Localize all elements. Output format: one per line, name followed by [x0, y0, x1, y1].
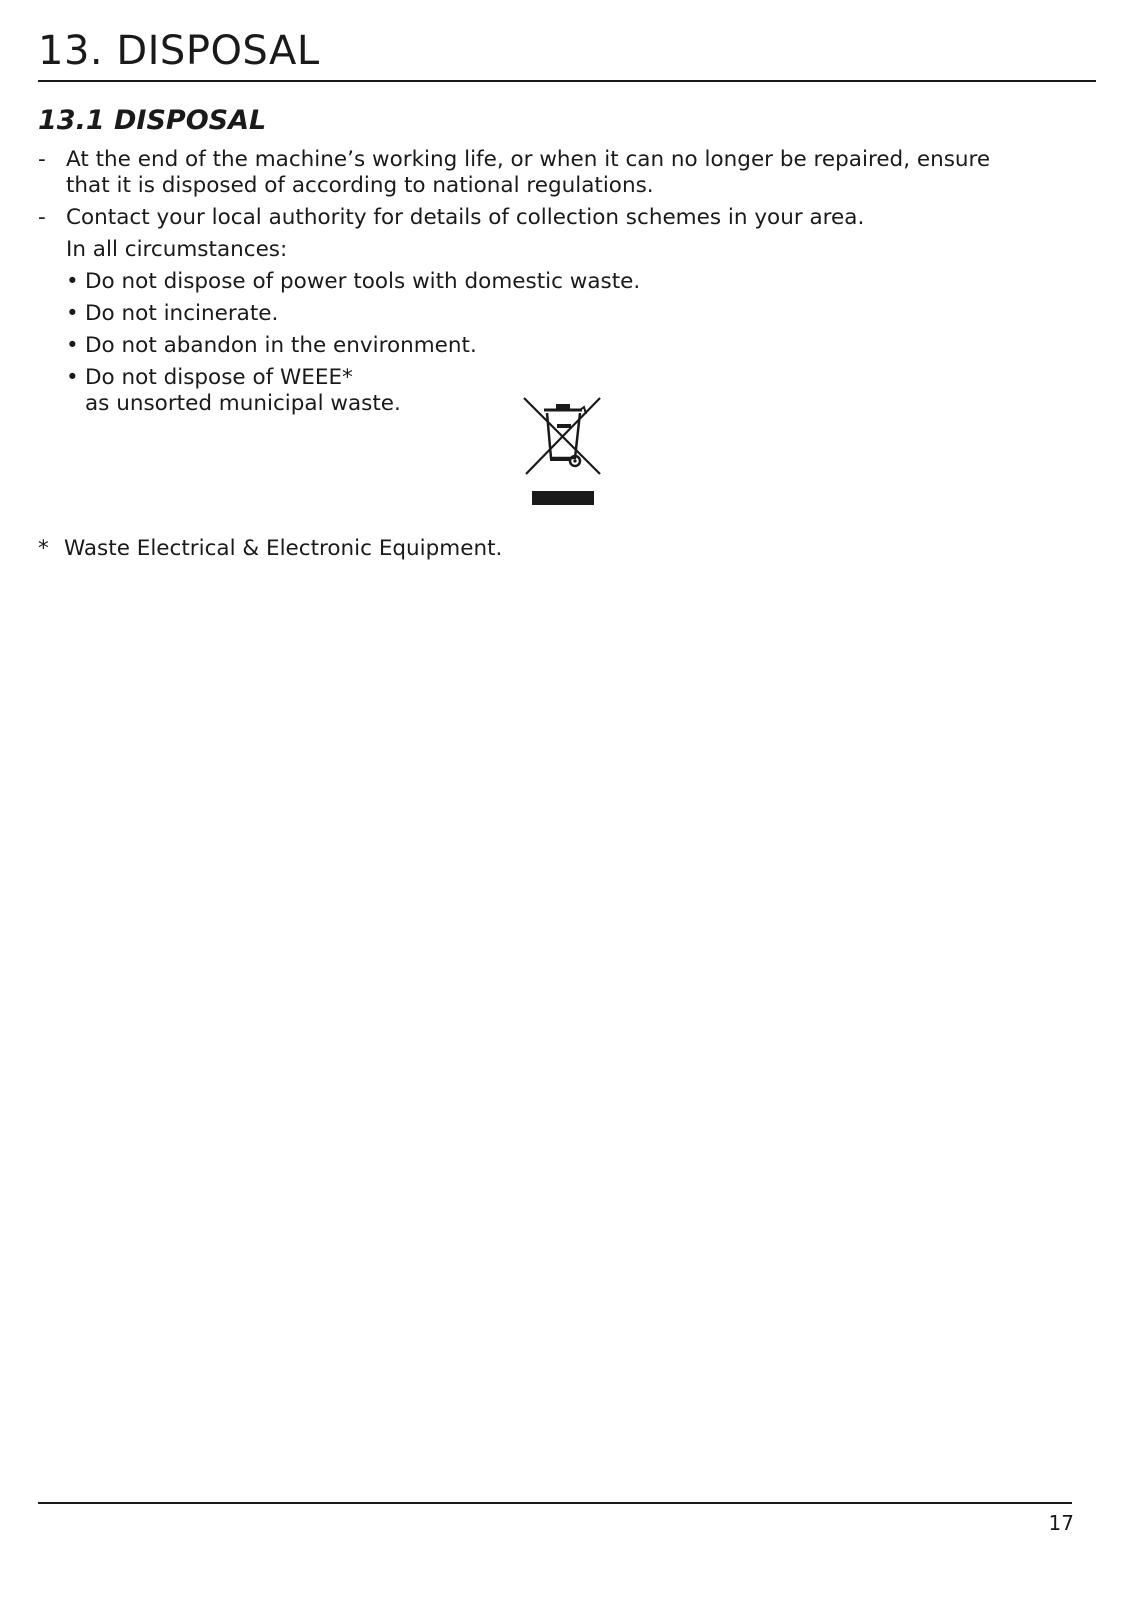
title-divider	[38, 80, 1096, 82]
bullet-item-line: Do not dispose of power tools with domestic waste.	[85, 269, 641, 294]
bullet-item-environment	[38, 333, 1088, 359]
crossed-out-wheelie-bin-icon	[520, 394, 604, 508]
page-number: 17	[1048, 1511, 1074, 1535]
footnote-text: Waste Electrical & Electronic Equipment.	[64, 536, 503, 561]
footnote	[38, 536, 502, 562]
dash-item-end-of-life	[38, 147, 1088, 199]
page-title: 13. DISPOSAL	[38, 28, 320, 74]
dash-item-line: At the end of the machine’s working life, or when it can no longer be repaired, ensure	[66, 147, 991, 172]
bullet-marker: •	[66, 301, 79, 326]
dash-item-local-authority	[38, 205, 1088, 231]
section-heading: 13.1 DISPOSAL	[38, 105, 267, 136]
footnote-marker: *	[38, 536, 49, 561]
bullet-item-line: as unsorted municipal waste.	[85, 391, 401, 416]
bullet-marker: •	[66, 333, 79, 358]
bullet-item-line: Do not dispose of WEEE*	[85, 365, 353, 390]
bullet-item-incinerate	[38, 301, 1088, 327]
bullet-item-line: Do not incinerate.	[85, 301, 279, 326]
dash-item-line: that it is disposed of according to national regulations.	[66, 173, 654, 198]
bullet-item-domestic-waste	[38, 269, 1088, 295]
dash-marker: -	[38, 205, 46, 230]
dash-marker: -	[38, 147, 46, 172]
circumstances-intro: In all circumstances:	[66, 237, 288, 262]
bullet-item-line: Do not abandon in the environment.	[85, 333, 477, 358]
section-body	[38, 147, 1088, 423]
bullet-marker: •	[66, 365, 79, 390]
dash-item-line: Contact your local authority for details of collection schemes in your area.	[66, 205, 865, 230]
footer-divider	[38, 1502, 1072, 1504]
bullet-marker: •	[66, 269, 79, 294]
